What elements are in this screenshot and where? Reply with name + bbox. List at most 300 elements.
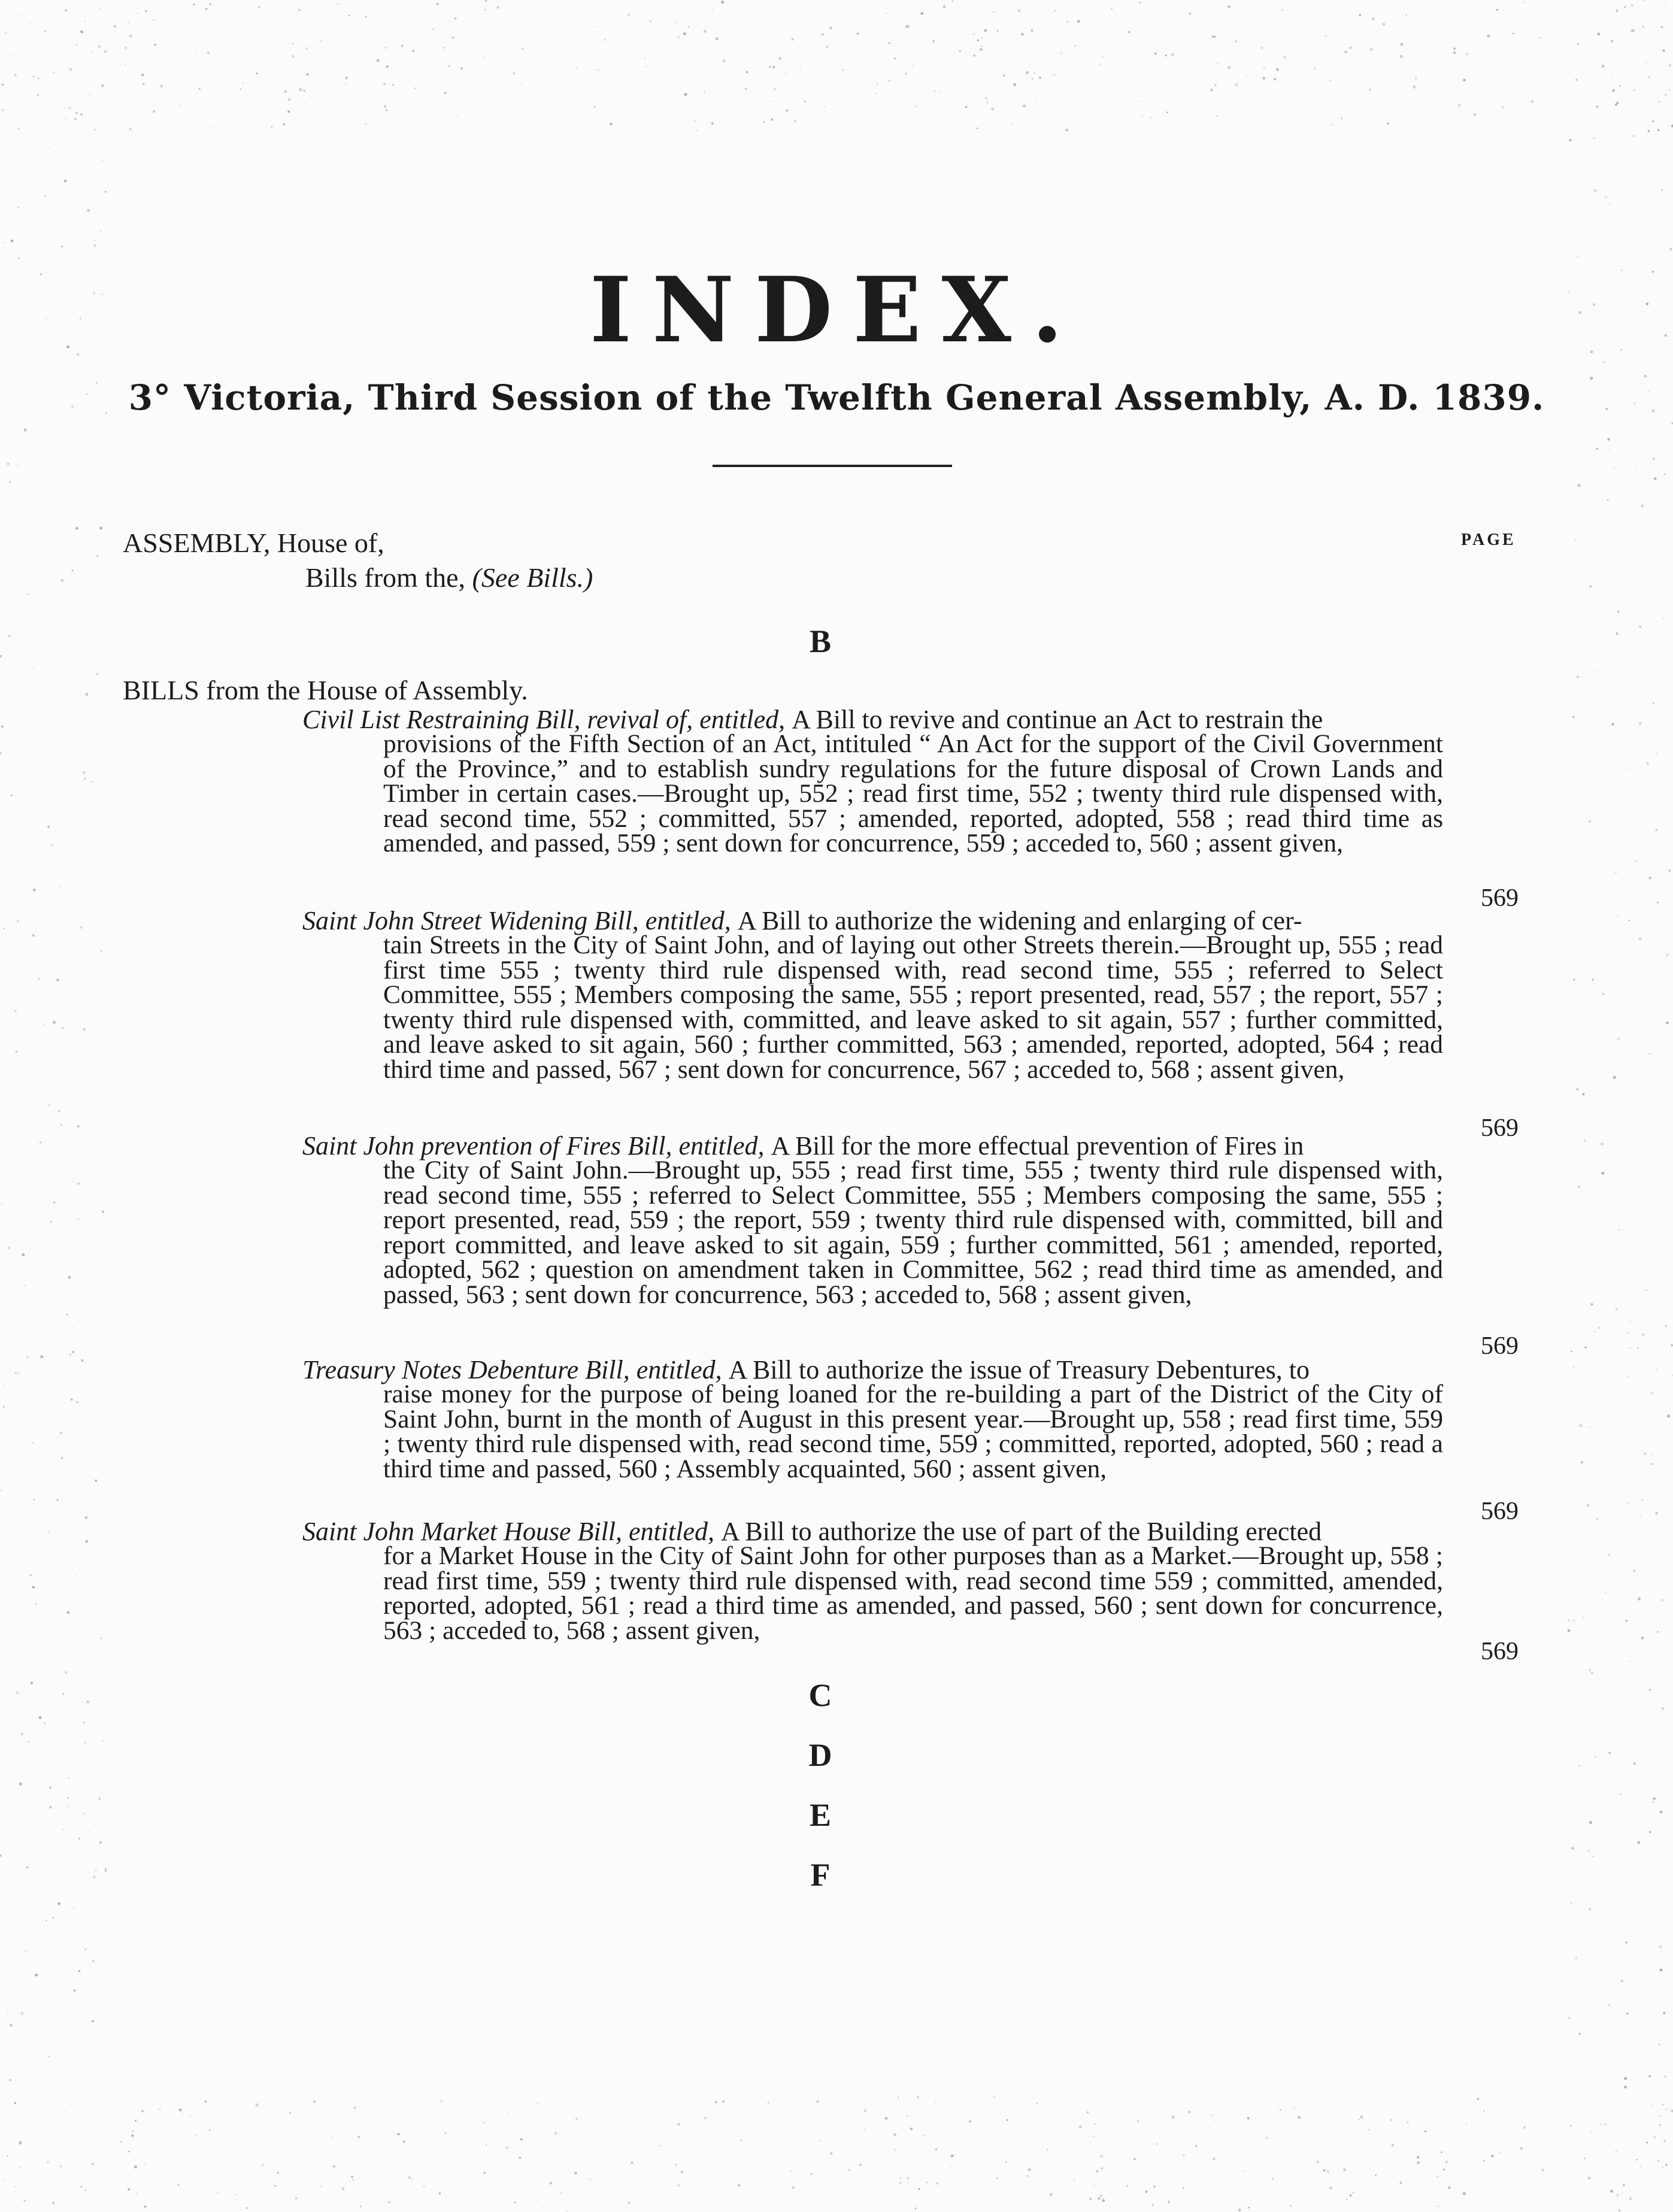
speckle-dot	[1033, 72, 1035, 74]
speckle-dot	[763, 122, 765, 123]
speckle-dot	[1657, 902, 1659, 904]
speckle-dot	[986, 98, 987, 99]
speckle-dot	[980, 48, 983, 51]
speckle-dot	[997, 30, 999, 32]
speckle-dot	[842, 69, 844, 71]
speckle-dot	[145, 10, 147, 13]
entry-text: for a Market House in the City of Saint John for other purposes than as a Market.—Brought up, 558 ; read first time, 559 ; twenty third rule dispensed with, read second time 559 ; committed, amended, reported, adopted, 561 ; read a third time as amended, and passed, 560 ; sent down for concurrence, 563 ; acceded to, 568 ; assent given,	[383, 1541, 1443, 1645]
speckle-dot	[484, 2122, 485, 2123]
speckle-dot	[1627, 1502, 1629, 1504]
speckle-dot	[83, 772, 85, 774]
speckle-dot	[483, 2172, 486, 2174]
speckle-dot	[907, 2115, 908, 2117]
speckle-dot	[1579, 2033, 1581, 2035]
speckle-dot	[1622, 2193, 1623, 2194]
speckle-dot	[129, 35, 132, 37]
entry-title-italic: Saint John Street Widening Bill, entitled,	[302, 906, 731, 935]
speckle-dot	[78, 1321, 80, 1322]
speckle-dot	[1589, 2074, 1590, 2075]
speckle-dot	[460, 67, 463, 69]
speckle-dot	[67, 1797, 68, 1798]
speckle-dot	[984, 29, 987, 32]
speckle-dot	[1246, 75, 1247, 76]
speckle-dot	[38, 978, 40, 980]
speckle-dot	[412, 50, 414, 52]
speckle-dot	[574, 2171, 577, 2174]
speckle-dot	[1637, 1841, 1640, 1844]
speckle-dot	[1598, 1326, 1601, 1329]
speckle-dot	[1616, 10, 1618, 12]
speckle-dot	[1165, 54, 1167, 56]
speckle-dot	[1039, 77, 1041, 79]
speckle-dot	[1589, 1669, 1591, 1671]
speckle-dot	[153, 20, 154, 21]
speckle-dot	[943, 5, 945, 8]
speckle-dot	[287, 110, 290, 113]
speckle-dot	[84, 778, 86, 780]
speckle-dot	[1089, 2198, 1092, 2201]
speckle-dot	[1584, 2158, 1586, 2159]
speckle-dot	[1028, 2169, 1029, 2171]
speckle-dot	[1591, 1672, 1594, 1675]
speckle-dot	[95, 1480, 97, 1482]
speckle-dot	[141, 2110, 144, 2113]
speckle-dot	[137, 13, 138, 14]
speckle-dot	[1235, 41, 1237, 43]
speckle-dot	[484, 57, 485, 59]
entry-title-rest: A Bill to revive and continue an Act to restrain the	[792, 705, 1323, 734]
speckle-dot	[57, 1499, 59, 1501]
speckle-dot	[1597, 33, 1600, 36]
speckle-dot	[210, 4, 211, 5]
speckle-dot	[831, 2152, 833, 2155]
speckle-dot	[704, 2117, 707, 2120]
speckle-dot	[283, 123, 285, 125]
speckle-dot	[628, 14, 630, 16]
speckle-dot	[1152, 2204, 1154, 2206]
speckle-dot	[94, 240, 95, 241]
speckle-dot	[1605, 1592, 1607, 1593]
speckle-dot	[10, 2079, 12, 2081]
speckle-dot	[1421, 2181, 1422, 2182]
speckle-dot	[306, 47, 308, 49]
speckle-dot	[1248, 2207, 1250, 2208]
speckle-dot	[388, 2201, 390, 2204]
speckle-dot	[43, 1024, 44, 1025]
speckle-dot	[348, 15, 350, 17]
speckle-dot	[17, 920, 19, 922]
speckle-dot	[1499, 2152, 1500, 2153]
speckle-dot	[60, 2165, 62, 2167]
speckle-dot	[50, 1221, 52, 1223]
speckle-dot	[1660, 26, 1663, 28]
speckle-dot	[678, 2184, 680, 2186]
speckle-dot	[23, 2200, 25, 2202]
speckle-dot	[28, 1741, 30, 1743]
speckle-dot	[1660, 1968, 1663, 1971]
speckle-dot	[972, 6, 974, 7]
speckle-dot	[53, 1202, 55, 1204]
speckle-dot	[1630, 1661, 1631, 1662]
speckle-dot	[1612, 89, 1615, 92]
speckle-dot	[1332, 125, 1333, 126]
speckle-dot	[1665, 1325, 1666, 1327]
speckle-dot	[905, 72, 907, 75]
speckle-dot	[1656, 753, 1657, 754]
speckle-dot	[950, 2165, 951, 2166]
speckle-dot	[1616, 2194, 1619, 2196]
speckle-dot	[320, 2186, 322, 2187]
speckle-dot	[72, 1181, 74, 1182]
speckle-dot	[922, 2172, 923, 2173]
speckle-dot	[83, 1722, 84, 1723]
speckle-dot	[720, 77, 721, 78]
speckle-dot	[1641, 505, 1644, 507]
speckle-dot	[1641, 1894, 1642, 1895]
speckle-dot	[668, 100, 669, 101]
speckle-dot	[811, 2173, 813, 2175]
speckle-dot	[71, 2104, 72, 2105]
speckle-dot	[1593, 138, 1595, 139]
speckle-dot	[17, 207, 19, 208]
speckle-dot	[1263, 66, 1265, 68]
speckle-dot	[1663, 618, 1664, 619]
speckle-dot	[628, 2202, 630, 2204]
speckle-dot	[1513, 33, 1514, 35]
speckle-dot	[63, 1829, 65, 1830]
speckle-dot	[88, 1831, 89, 1832]
speckle-dot	[125, 64, 126, 65]
entry-text: the City of Saint John.—Brought up, 555 ; read first time, 555 ; twenty third rule dispensed with, read second time, 555 ; referred to Select Committee, 555 ; Members composing the same, 555 ; report presented, read, 559 ; the report, 559 ; twenty third rule dispensed with, committed, bill and report committed, and leave asked to sit again, 559 ; further committed, 561 ; amended, reported, adopted, 562 ; question on amendment taken in Committee, 562 ; read third time as amended, and passed, 563 ; sent down for concurrence, 563 ; acceded to, 568 ; assent given,	[383, 1156, 1443, 1309]
speckle-dot	[790, 2170, 792, 2172]
speckle-dot	[18, 1372, 19, 1374]
speckle-dot	[68, 1777, 69, 1778]
speckle-dot	[398, 2133, 400, 2135]
speckle-dot	[772, 66, 775, 69]
speckle-dot	[86, 1701, 89, 1704]
speckle-dot	[1651, 2105, 1653, 2106]
speckle-dot	[1584, 1346, 1586, 1348]
speckle-dot	[262, 2163, 264, 2166]
speckle-dot	[721, 1, 724, 4]
speckle-dot	[98, 68, 99, 69]
speckle-dot	[1474, 113, 1476, 116]
speckle-dot	[1636, 468, 1638, 469]
speckle-dot	[75, 527, 78, 530]
session-subtitle: 3° Victoria, Third Session of the Twelfth General Assembly, A. D. 1839.	[128, 377, 1545, 418]
entry-page-number: 569	[1481, 1114, 1519, 1142]
section-letter-c: C	[808, 1677, 832, 1713]
speckle-dot	[859, 2163, 862, 2166]
speckle-dot	[1577, 1088, 1579, 1090]
speckle-dot	[19, 2167, 20, 2168]
speckle-dot	[17, 465, 19, 466]
speckle-dot	[915, 2208, 917, 2210]
speckle-dot	[1098, 2197, 1100, 2199]
speckle-dot	[14, 74, 17, 76]
speckle-dot	[1417, 2156, 1420, 2159]
speckle-dot	[104, 50, 107, 53]
speckle-dot	[85, 693, 88, 696]
speckle-dot	[1571, 1351, 1572, 1353]
speckle-dot	[1659, 2124, 1660, 2126]
speckle-dot	[2, 2179, 4, 2180]
speckle-dot	[1645, 1289, 1647, 1290]
speckle-dot	[1608, 1553, 1611, 1556]
speckle-dot	[1101, 2195, 1102, 2197]
speckle-dot	[1036, 98, 1037, 99]
speckle-dot	[204, 2101, 207, 2103]
speckle-dot	[1574, 539, 1575, 540]
speckle-dot	[688, 26, 689, 28]
speckle-dot	[66, 118, 67, 119]
speckle-dot	[1195, 2145, 1198, 2147]
speckle-dot	[1383, 23, 1386, 26]
speckle-dot	[913, 65, 914, 66]
entry-title-rest: A Bill to authorize the widening and enlarging of cer-	[737, 906, 1302, 935]
speckle-dot	[401, 44, 404, 47]
speckle-dot	[52, 2202, 54, 2204]
section-letter-f: F	[810, 1857, 831, 1893]
speckle-dot	[1648, 130, 1650, 132]
speckle-dot	[1649, 1689, 1651, 1690]
speckle-dot	[1581, 1082, 1582, 1083]
speckle-dot	[1575, 1957, 1577, 1959]
speckle-dot	[1657, 1631, 1659, 1633]
speckle-dot	[1325, 35, 1326, 37]
speckle-dot	[1502, 107, 1504, 108]
speckle-dot	[915, 105, 917, 107]
speckle-dot	[522, 48, 523, 50]
speckle-dot	[738, 2184, 740, 2186]
bills-heading: BILLS from the House of Assembly.	[123, 675, 528, 705]
speckle-dot	[81, 1359, 83, 1362]
speckle-dot	[1542, 2169, 1545, 2172]
speckle-dot	[1183, 2155, 1185, 2156]
speckle-dot	[1668, 869, 1671, 872]
speckle-dot	[105, 191, 107, 193]
speckle-dot	[352, 2179, 354, 2181]
speckle-dot	[61, 246, 63, 247]
speckle-dot	[131, 2134, 134, 2137]
speckle-dot	[25, 1950, 26, 1952]
speckle-dot	[1018, 10, 1020, 12]
speckle-dot	[1188, 2111, 1191, 2114]
speckle-dot	[256, 72, 258, 74]
speckle-dot	[1483, 84, 1484, 86]
speckle-dot	[484, 9, 486, 11]
speckle-dot	[299, 88, 302, 91]
speckle-dot	[1575, 79, 1577, 81]
speckle-dot	[1235, 83, 1238, 86]
speckle-dot	[1664, 4, 1665, 5]
speckle-dot	[1142, 115, 1143, 116]
speckle-dot	[1453, 51, 1456, 54]
speckle-dot	[1539, 37, 1541, 38]
speckle-dot	[125, 47, 127, 49]
speckle-dot	[1441, 2152, 1442, 2153]
speckle-dot	[1662, 1708, 1664, 1710]
entry-page-number: 569	[1481, 1498, 1519, 1525]
speckle-dot	[23, 1284, 25, 1286]
speckle-dot	[1244, 2171, 1246, 2172]
speckle-dot	[1626, 768, 1627, 769]
speckle-dot	[78, 1970, 81, 1972]
speckle-dot	[886, 13, 887, 14]
speckle-dot	[62, 1693, 64, 1695]
speckle-dot	[199, 88, 201, 90]
speckle-dot	[105, 1869, 107, 1872]
speckle-dot	[936, 2183, 939, 2185]
speckle-dot	[889, 80, 890, 81]
speckle-dot	[159, 2108, 160, 2110]
speckle-dot	[101, 84, 104, 87]
speckle-dot	[1466, 53, 1468, 56]
speckle-dot	[65, 1671, 68, 1674]
speckle-dot	[1496, 9, 1499, 11]
speckle-dot	[1099, 64, 1100, 65]
speckle-dot	[1653, 1797, 1655, 1799]
section-letter-e: E	[809, 1797, 832, 1833]
speckle-dot	[1659, 1946, 1662, 1949]
speckle-dot	[1650, 1455, 1651, 1456]
speckle-dot	[213, 127, 214, 128]
speckle-dot	[1588, 1850, 1590, 1852]
speckle-dot	[1665, 2108, 1667, 2110]
speckle-dot	[75, 112, 78, 114]
speckle-dot	[1103, 56, 1104, 57]
speckle-dot	[1094, 2123, 1095, 2125]
speckle-dot	[10, 2024, 13, 2026]
speckle-dot	[1005, 2161, 1007, 2163]
speckle-dot	[514, 2202, 516, 2204]
speckle-dot	[938, 92, 939, 93]
speckle-dot	[80, 113, 83, 116]
speckle-dot	[1126, 2185, 1128, 2187]
speckle-dot	[1662, 2166, 1663, 2168]
speckle-dot	[102, 160, 104, 161]
speckle-dot	[306, 73, 308, 75]
speckle-dot	[1630, 1347, 1631, 1349]
entry-title-rest: A Bill to authorize the issue of Treasury Debentures, to	[728, 1355, 1310, 1384]
assembly-bills-label: Bills from the,	[305, 562, 466, 593]
speckle-dot	[0, 1855, 1, 1856]
speckle-dot	[1087, 2111, 1089, 2113]
speckle-dot	[1531, 100, 1534, 103]
speckle-dot	[1165, 2158, 1166, 2159]
speckle-dot	[71, 1399, 72, 1401]
speckle-dot	[993, 11, 994, 13]
speckle-dot	[1263, 77, 1266, 80]
speckle-dot	[10, 54, 11, 55]
speckle-dot	[910, 2128, 913, 2131]
speckle-dot	[1341, 117, 1342, 119]
speckle-dot	[57, 1902, 60, 1905]
speckle-dot	[287, 98, 290, 101]
speckle-dot	[14, 2102, 17, 2104]
speckle-dot	[1093, 2136, 1095, 2137]
speckle-dot	[1654, 477, 1656, 480]
speckle-dot	[1587, 1504, 1589, 1507]
entry-title-italic: Saint John Market House Bill, entitled,	[302, 1517, 714, 1546]
speckle-dot	[76, 44, 77, 46]
speckle-dot	[33, 889, 36, 892]
assembly-subheading	[305, 562, 593, 593]
speckle-dot	[443, 47, 445, 49]
speckle-dot	[889, 42, 890, 44]
speckle-dot	[1641, 1637, 1644, 1640]
speckle-dot	[1628, 1332, 1629, 1334]
speckle-dot	[506, 2146, 508, 2149]
speckle-dot	[11, 795, 13, 796]
speckle-dot	[1639, 722, 1642, 725]
speckle-dot	[29, 23, 30, 24]
speckle-dot	[1589, 1821, 1592, 1824]
speckle-dot	[1605, 196, 1607, 198]
speckle-dot	[1637, 1347, 1639, 1349]
speckle-dot	[32, 1586, 35, 1589]
speckle-dot	[1577, 676, 1579, 678]
speckle-dot	[1349, 47, 1351, 49]
speckle-dot	[1658, 101, 1660, 103]
speckle-dot	[1633, 89, 1635, 90]
speckle-dot	[1290, 2205, 1292, 2207]
speckle-dot	[128, 22, 129, 23]
speckle-dot	[94, 129, 96, 131]
speckle-dot	[1453, 47, 1456, 50]
speckle-dot	[1282, 10, 1283, 11]
speckle-dot	[934, 90, 936, 92]
speckle-dot	[711, 122, 714, 125]
speckle-dot	[1617, 102, 1619, 104]
speckle-dot	[1523, 2126, 1526, 2129]
speckle-dot	[1153, 2186, 1155, 2187]
speckle-dot	[1065, 129, 1068, 132]
speckle-dot	[1370, 48, 1373, 51]
speckle-dot	[907, 2177, 909, 2180]
speckle-dot	[1588, 2177, 1591, 2180]
speckle-dot	[554, 2132, 557, 2135]
speckle-dot	[4, 1386, 5, 1387]
speckle-dot	[917, 2096, 919, 2098]
speckle-dot	[663, 38, 665, 40]
speckle-dot	[365, 123, 366, 125]
speckle-dot	[1007, 2119, 1008, 2121]
speckle-dot	[93, 244, 96, 247]
speckle-dot	[1272, 2178, 1274, 2180]
speckle-dot	[804, 101, 806, 102]
speckle-dot	[653, 25, 654, 26]
speckle-dot	[432, 28, 434, 30]
speckle-dot	[85, 1949, 86, 1950]
speckle-dot	[1387, 122, 1389, 125]
speckle-dot	[1651, 1463, 1654, 1465]
speckle-dot	[1, 726, 4, 728]
speckle-dot	[441, 2099, 443, 2102]
speckle-dot	[1365, 58, 1366, 59]
speckle-dot	[49, 1806, 52, 1809]
speckle-dot	[1323, 2169, 1325, 2172]
speckle-dot	[519, 2156, 521, 2159]
entry-title-italic: Civil List Restraining Bill, revival of, entitled,	[302, 705, 786, 734]
speckle-dot	[47, 826, 50, 828]
speckle-dot	[1624, 6, 1626, 8]
speckle-dot	[1591, 1303, 1593, 1305]
speckle-dot	[684, 93, 687, 96]
speckle-dot	[1596, 105, 1598, 108]
speckle-dot	[92, 51, 93, 53]
speckle-dot	[1663, 474, 1665, 475]
